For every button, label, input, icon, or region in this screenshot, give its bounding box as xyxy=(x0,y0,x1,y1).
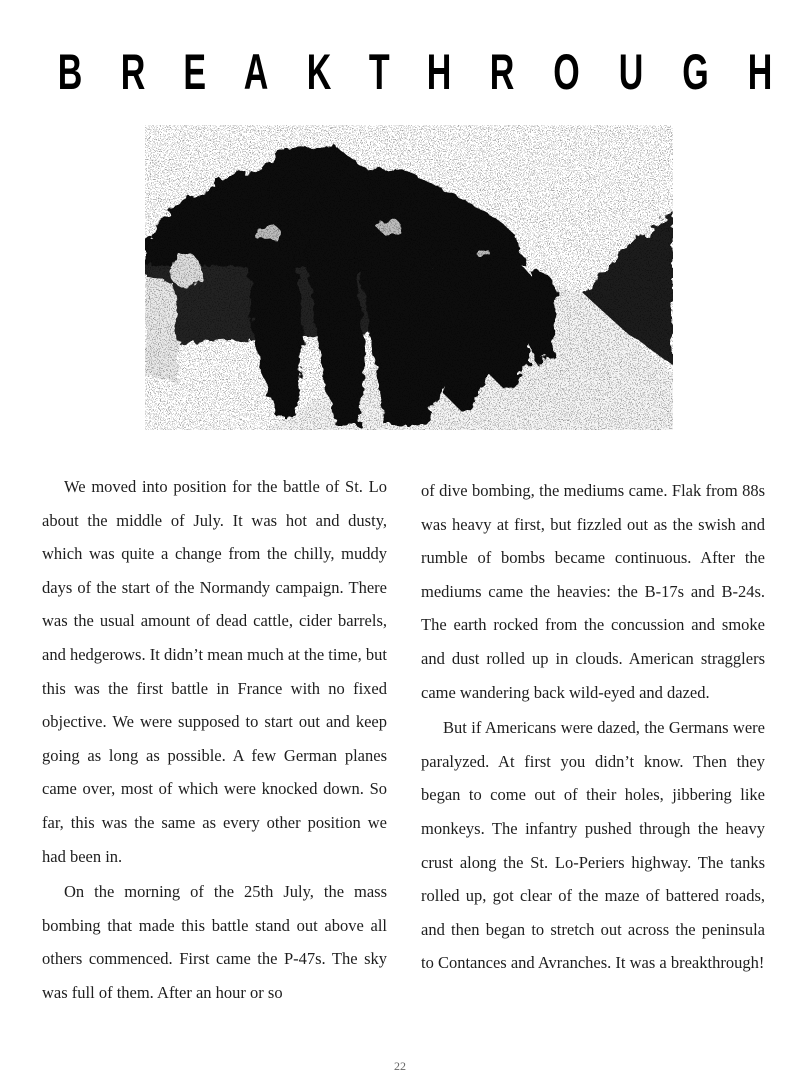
paragraph: On the morning of the 25th July, the mass bombing that made this battle stand out above all others commenced. First came the P-47s. The sky was full of them. After an hour or so xyxy=(42,882,387,1002)
title-letter: U xyxy=(618,43,644,100)
page-number: 22 xyxy=(394,1059,406,1073)
title-letter: R xyxy=(490,43,515,100)
title-letter: H xyxy=(747,43,773,100)
paragraph: We moved into position for the battle of St. Lo about the middle of July. It was hot and dusty, which was quite a change from the chilly, muddy days of the start of the Normandy campaign. There was the usual amount of dead cattle, cider barrels, and hedgerows. It didn’t mean much at the time, but this was the first battle in France with no fixed objective. We were supposed to start out and keep going as long as possible. A few German planes came over, most of which were knocked down. So far, this was the same as every other position we had been in. xyxy=(42,477,387,866)
title-letter: H xyxy=(427,43,452,100)
title-letter: K xyxy=(306,43,332,100)
left-column xyxy=(42,470,387,1012)
right-column xyxy=(421,474,765,982)
paragraph: of dive bombing, the mediums came. Flak from 88s was heavy at first, but fizzled out as the swish and rumble of bombs became continuous. After the mediums came the heavies: the B-17s and B-24s. The earth rocked from the concussion and smoke and dust rolled up in clouds. American stragglers came wandering back wild-eyed and dazed. xyxy=(421,481,765,702)
title-letter: G xyxy=(682,43,709,100)
title-letter: T xyxy=(368,43,390,100)
soldiers-photo-icon xyxy=(145,125,673,430)
page-title xyxy=(0,42,800,102)
title-letter: O xyxy=(553,43,580,100)
title-letter: B xyxy=(57,43,83,100)
photograph xyxy=(145,125,673,430)
title-letter: A xyxy=(243,43,269,100)
title-letter: R xyxy=(120,43,146,100)
title-letter: E xyxy=(183,43,206,100)
paragraph: But if Americans were dazed, the Germans were paralyzed. At first you didn’t know. Then they began to come out of their holes, jibbering like monkeys. The infantry pushed through the heavy crust along the St. Lo-Periers highway. The tanks rolled up, got clear of the maze of battered roads, and then began to stretch out across the peninsula to Contances and Avranches. It was a breakthrough! xyxy=(421,718,765,973)
